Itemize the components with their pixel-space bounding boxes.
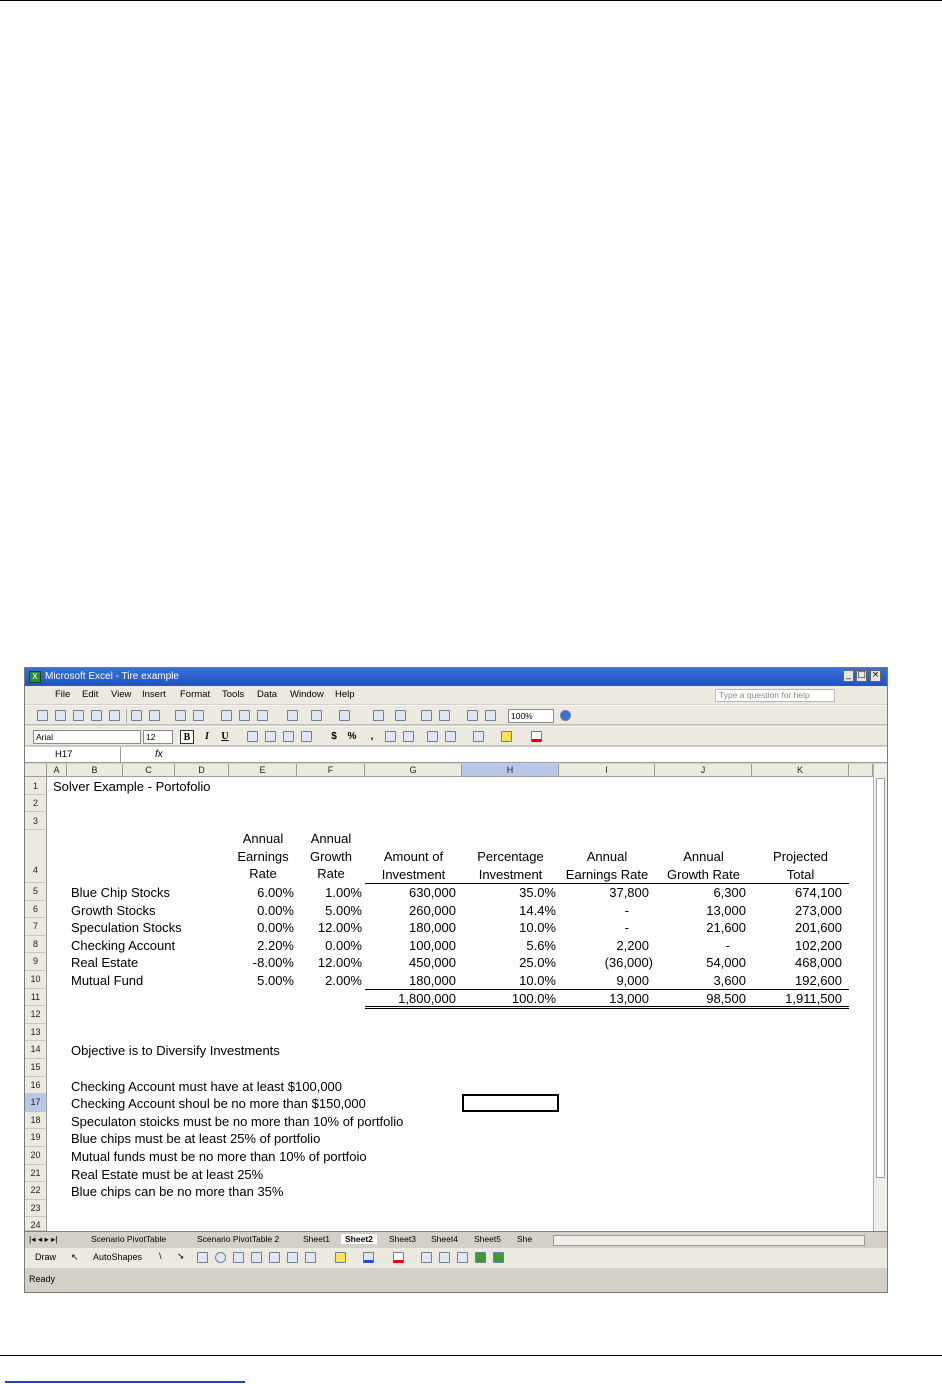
permission-icon[interactable] <box>91 710 102 721</box>
excel-app-icon: X <box>29 671 41 683</box>
projected-total-cell[interactable]: 192,600 <box>795 973 842 988</box>
textbox-icon[interactable] <box>233 1252 244 1263</box>
maximize-button[interactable]: □ <box>857 670 866 680</box>
arrow-style-icon[interactable] <box>457 1252 468 1263</box>
increase-decimal-icon[interactable] <box>385 731 396 742</box>
page-top-rule <box>0 0 942 1</box>
toolbar-separator <box>126 709 127 723</box>
select-all-corner[interactable] <box>25 764 47 777</box>
align-right-icon[interactable] <box>283 731 294 742</box>
projected-total-cell[interactable]: 102,200 <box>795 937 842 953</box>
percentage-cell[interactable]: 10.0% <box>519 920 556 936</box>
row-header[interactable]: 2 <box>25 795 47 812</box>
help-icon[interactable] <box>560 710 571 721</box>
projected-total-cell[interactable]: 468,000 <box>795 955 842 971</box>
row-header[interactable]: 9 <box>25 953 47 971</box>
annual-growth-cell[interactable]: 3,600 <box>713 973 746 988</box>
sheet-title[interactable]: Solver Example - Portofolio <box>53 779 211 794</box>
column-header-d[interactable]: D <box>175 764 229 777</box>
currency-button[interactable]: $ <box>331 731 337 742</box>
shadow-icon[interactable] <box>475 1252 486 1263</box>
percentage-cell[interactable]: 14.4% <box>519 902 556 918</box>
header-line: Amount of <box>383 849 444 864</box>
header-line: Earnings <box>237 848 289 864</box>
header-annual-earnings-rate[interactable] <box>229 830 297 883</box>
header-annual-growth-rate[interactable] <box>297 830 365 883</box>
row-label[interactable]: Growth Stocks <box>71 902 156 918</box>
constraint-text[interactable]: Checking Account must have at least $100,000 <box>71 1078 343 1094</box>
font-size-select[interactable]: 12 <box>143 730 173 744</box>
annual-earnings-cell[interactable]: 37,800 <box>609 885 649 900</box>
paste-icon[interactable] <box>257 710 268 721</box>
header-line: Growth <box>310 848 352 864</box>
spelling-icon[interactable] <box>175 710 186 721</box>
objective-text[interactable]: Objective is to Diversify Investments <box>71 1043 280 1059</box>
formula-bar <box>25 747 887 763</box>
close-button[interactable]: × <box>871 670 880 680</box>
row-header[interactable]: 4 <box>25 830 47 883</box>
vertical-scrollbar[interactable] <box>873 764 887 1231</box>
menu-format[interactable]: Format <box>180 689 211 700</box>
font-select[interactable]: Arial <box>33 730 141 744</box>
column-header-c[interactable]: C <box>123 764 175 777</box>
row-header[interactable]: 1 <box>25 777 47 795</box>
hyperlink-icon[interactable] <box>373 710 384 721</box>
earnings-rate-cell[interactable]: -8.00% <box>252 955 294 971</box>
amount-cell[interactable]: 100,000 <box>409 937 456 953</box>
menu-edit[interactable]: Edit <box>82 689 99 700</box>
annual-growth-cell[interactable]: - <box>725 937 730 953</box>
row-header[interactable]: 5 <box>25 883 47 901</box>
column-header-i[interactable]: I <box>559 764 655 777</box>
percentage-cell[interactable]: 35.0% <box>519 885 556 900</box>
header-line: Annual <box>683 849 724 864</box>
align-center-icon[interactable] <box>265 731 276 742</box>
worksheet-grid[interactable] <box>25 764 873 1231</box>
header-line: Earnings Rate <box>565 866 649 882</box>
wordart-icon[interactable] <box>251 1252 262 1263</box>
status-bar <box>25 1272 887 1293</box>
row-label[interactable]: Real Estate <box>71 955 139 971</box>
annual-growth-cell[interactable]: 6,300 <box>713 885 746 900</box>
autosum-icon[interactable] <box>395 710 406 721</box>
row-header[interactable]: 11 <box>25 989 47 1007</box>
tab-sheet4[interactable]: Sheet4 <box>431 1234 458 1244</box>
line-color-icon[interactable] <box>363 1252 374 1263</box>
window-title: Microsoft Excel - Tire example <box>45 671 179 682</box>
header-line: Growth Rate <box>667 866 740 882</box>
copy-icon[interactable] <box>239 710 250 721</box>
standard-toolbar <box>25 705 887 725</box>
row-label[interactable]: Speculation Stocks <box>71 920 182 936</box>
constraint-text[interactable]: Real Estate must be at least 25% <box>71 1166 264 1182</box>
earnings-rate-cell[interactable]: 5.00% <box>257 973 294 988</box>
sheet-tabs <box>25 1231 887 1248</box>
growth-rate-cell[interactable]: 12.00% <box>317 920 362 936</box>
header-percentage-investment[interactable] <box>462 848 559 883</box>
clipart-icon[interactable] <box>287 1252 298 1263</box>
zoom-select[interactable]: 100% <box>508 709 554 723</box>
line-icon[interactable]: \ <box>159 1251 162 1261</box>
comma-button[interactable]: , <box>370 731 374 742</box>
tab-sheet3[interactable]: Sheet3 <box>389 1234 416 1244</box>
borders-icon[interactable] <box>473 731 484 742</box>
growth-rate-cell[interactable]: 2.00% <box>325 973 362 988</box>
row-header[interactable]: 20 <box>25 1147 47 1165</box>
total-amount-cell[interactable]: 1,800,000 <box>398 990 456 1006</box>
row-header[interactable]: 19 <box>25 1129 47 1147</box>
row-header[interactable]: 21 <box>25 1165 47 1183</box>
row-header[interactable]: 22 <box>25 1182 47 1200</box>
header-line: Total <box>786 866 815 882</box>
column-header-h[interactable]: H <box>462 764 559 777</box>
function-icon[interactable]: fx <box>155 749 163 760</box>
menu-window[interactable]: Window <box>290 689 324 700</box>
amount-cell[interactable]: 630,000 <box>409 885 456 900</box>
tab-scenario-pivottable[interactable]: Scenario PivotTable <box>91 1234 167 1244</box>
header-line: Annual <box>586 849 628 864</box>
align-left-icon[interactable] <box>247 731 258 742</box>
row-header[interactable]: 12 <box>25 1006 47 1024</box>
menu-help[interactable]: Help <box>335 689 355 700</box>
annual-earnings-cell[interactable]: - <box>624 920 629 936</box>
earnings-rate-cell[interactable]: 0.00% <box>257 902 294 918</box>
research-icon[interactable] <box>193 710 204 721</box>
growth-rate-cell[interactable]: 1.00% <box>325 885 362 900</box>
row-header[interactable]: 13 <box>25 1024 47 1042</box>
constraint-text[interactable]: Checking Account shoul be no more than $150,000 <box>71 1096 366 1112</box>
sort-descending-icon[interactable] <box>439 710 450 721</box>
autoshapes-menu[interactable]: AutoShapes <box>93 1252 143 1262</box>
save-icon[interactable] <box>73 710 84 721</box>
menu-insert[interactable]: Insert <box>142 689 166 700</box>
header-line: Rate <box>317 866 345 882</box>
header-line: Investment <box>381 866 446 882</box>
line-style-icon[interactable] <box>421 1252 432 1263</box>
picture-icon[interactable] <box>305 1252 316 1263</box>
formatting-toolbar <box>25 726 887 746</box>
excel-window <box>24 667 888 1293</box>
row-label[interactable]: Checking Account <box>71 937 176 953</box>
underline-button[interactable]: U <box>221 731 229 742</box>
column-header-b[interactable]: B <box>67 764 123 777</box>
decrease-decimal-icon[interactable] <box>403 731 414 742</box>
total-projected-cell[interactable]: 1,911,500 <box>785 990 842 1006</box>
tab-she[interactable]: She <box>517 1234 533 1244</box>
column-header-g[interactable]: G <box>365 764 462 777</box>
row-header[interactable]: 24 <box>25 1217 47 1231</box>
row-header[interactable]: 23 <box>25 1200 47 1218</box>
percentage-cell[interactable]: 25.0% <box>519 955 556 971</box>
open-icon[interactable] <box>55 710 66 721</box>
dash-style-icon[interactable] <box>439 1252 450 1263</box>
row-header[interactable]: 18 <box>25 1112 47 1130</box>
column-header-j[interactable]: J <box>655 764 752 777</box>
total-earnings-cell[interactable]: 13,000 <box>609 990 649 1006</box>
draw-menu[interactable]: Draw <box>35 1252 57 1262</box>
fill-color-icon[interactable] <box>501 731 512 742</box>
drawing-icon[interactable] <box>485 710 496 721</box>
sort-ascending-icon[interactable] <box>421 710 432 721</box>
row-header[interactable]: 16 <box>25 1077 47 1095</box>
annual-earnings-cell[interactable]: 2,200 <box>616 937 649 953</box>
constraint-text[interactable]: Blue chips can be no more than 35% <box>71 1184 284 1200</box>
arrow-icon[interactable]: ➘ <box>177 1251 185 1261</box>
header-line: Annual <box>242 831 284 846</box>
page-bottom-rule <box>0 1355 942 1356</box>
amount-cell[interactable]: 450,000 <box>409 955 456 971</box>
total-percentage-cell[interactable]: 100.0% <box>511 990 556 1006</box>
earnings-rate-cell[interactable]: 2.20% <box>257 937 294 953</box>
menu-bar <box>25 686 887 704</box>
annual-growth-cell[interactable]: 21,600 <box>706 920 746 936</box>
row-label[interactable]: Blue Chip Stocks <box>71 885 170 900</box>
font-color-icon[interactable] <box>531 731 542 742</box>
menu-tools[interactable]: Tools <box>222 689 245 700</box>
scroll-thumb[interactable] <box>876 778 885 1178</box>
fill-color-icon[interactable] <box>335 1252 346 1263</box>
header-line: Percentage <box>477 849 544 864</box>
column-header-a[interactable]: A <box>47 764 67 777</box>
projected-total-cell[interactable]: 273,000 <box>795 902 842 918</box>
projected-total-cell[interactable]: 201,600 <box>795 920 842 936</box>
column-header-f[interactable]: F <box>297 764 365 777</box>
constraint-text[interactable]: Speculaton stoicks must be no more than 10% of portfolio <box>71 1113 404 1129</box>
select-objects-icon[interactable]: ↖ <box>71 1252 79 1262</box>
column-header-blank[interactable] <box>849 764 873 777</box>
growth-rate-cell[interactable]: 12.00% <box>317 955 362 971</box>
header-annual-earnings[interactable] <box>559 848 655 883</box>
print-preview-icon[interactable] <box>149 710 160 721</box>
diagram-icon[interactable] <box>269 1252 280 1263</box>
earnings-rate-cell[interactable]: 6.00% <box>257 885 294 900</box>
drawing-toolbar <box>25 1248 887 1268</box>
column-header-k[interactable]: K <box>752 764 849 777</box>
constraint-text[interactable]: Blue chips must be at least 25% of portfolio <box>71 1131 321 1147</box>
row-header[interactable]: 15 <box>25 1059 47 1077</box>
horizontal-scrollbar[interactable] <box>553 1235 865 1246</box>
menu-view[interactable]: View <box>111 689 132 700</box>
menu-data[interactable]: Data <box>257 689 278 700</box>
rectangle-icon[interactable] <box>197 1252 208 1263</box>
tab-sheet1[interactable]: Sheet1 <box>303 1234 330 1244</box>
cut-icon[interactable] <box>221 710 232 721</box>
percentage-cell[interactable]: 5.6% <box>526 937 556 953</box>
column-header-e[interactable]: E <box>229 764 297 777</box>
email-icon[interactable] <box>109 710 120 721</box>
amount-cell[interactable]: 260,000 <box>409 902 456 918</box>
redo-icon[interactable] <box>339 710 350 721</box>
tab-sheet2[interactable]: Sheet2 <box>341 1234 377 1244</box>
amount-cell[interactable]: 180,000 <box>409 973 456 988</box>
header-projected-total[interactable] <box>752 848 849 883</box>
header-line: Projected <box>773 849 828 864</box>
3d-icon[interactable] <box>493 1252 504 1263</box>
menu-file[interactable]: File <box>55 689 71 700</box>
new-icon[interactable] <box>37 710 48 721</box>
percent-button[interactable]: % <box>347 731 357 742</box>
font-color-icon[interactable] <box>393 1252 404 1263</box>
print-icon[interactable] <box>131 710 142 721</box>
annual-earnings-cell[interactable]: (36,000) <box>604 955 653 971</box>
annual-earnings-cell[interactable]: 9,000 <box>616 973 649 988</box>
growth-rate-cell[interactable]: 0.00% <box>325 937 362 953</box>
active-cell-h17[interactable] <box>462 1094 559 1112</box>
title-bar <box>25 668 887 686</box>
tab-scroll-arrows[interactable]: |◂ ◂ ▸ ▸| <box>29 1234 58 1244</box>
row-header[interactable]: 6 <box>25 901 47 919</box>
total-growth-cell[interactable]: 98,500 <box>706 990 746 1006</box>
projected-total-cell[interactable]: 674,100 <box>795 885 842 900</box>
status-text: Ready <box>29 1274 56 1284</box>
row-header[interactable]: 8 <box>25 936 47 954</box>
row-header[interactable]: 14 <box>25 1041 47 1059</box>
merge-center-icon[interactable] <box>301 731 312 742</box>
tab-sheet5[interactable]: Sheet5 <box>474 1234 501 1244</box>
annual-growth-cell[interactable]: 13,000 <box>706 902 746 918</box>
bold-button[interactable]: B <box>180 730 194 744</box>
growth-rate-cell[interactable]: 5.00% <box>325 902 362 918</box>
undo-icon[interactable] <box>311 710 322 721</box>
row-header[interactable]: 10 <box>25 971 47 989</box>
constraint-text[interactable]: Mutual funds must be no more than 10% of portfoio <box>71 1149 367 1164</box>
minimize-button[interactable]: _ <box>843 670 854 682</box>
italic-button[interactable]: I <box>205 731 209 742</box>
header-line: Investment <box>478 866 543 882</box>
header-annual-growth[interactable] <box>655 848 752 883</box>
oval-icon[interactable] <box>215 1252 226 1263</box>
earnings-rate-cell[interactable]: 0.00% <box>257 920 294 936</box>
footer-link-underline[interactable] <box>5 1381 245 1383</box>
row-header[interactable]: 7 <box>25 918 47 936</box>
percentage-cell[interactable]: 10.0% <box>519 973 556 988</box>
header-line: Rate <box>249 866 277 882</box>
total-double-underline <box>365 1006 849 1009</box>
annual-growth-cell[interactable]: 54,000 <box>706 955 746 971</box>
chart-wizard-icon[interactable] <box>467 710 478 721</box>
decrease-indent-icon[interactable] <box>427 731 438 742</box>
header-amount-of-investment[interactable] <box>365 848 462 883</box>
format-painter-icon[interactable] <box>287 710 298 721</box>
help-search-input[interactable]: Type a question for help <box>715 689 835 702</box>
header-line: Annual <box>310 831 352 846</box>
amount-cell[interactable]: 180,000 <box>409 920 456 936</box>
row-header[interactable]: 3 <box>25 812 47 830</box>
name-box[interactable]: H17 <box>25 747 121 762</box>
tab-scenario-pivottable-2[interactable]: Scenario PivotTable 2 <box>197 1234 280 1244</box>
header-underline <box>365 883 849 884</box>
increase-indent-icon[interactable] <box>445 731 456 742</box>
row-label[interactable]: Mutual Fund <box>71 973 144 988</box>
row-header[interactable]: 17 <box>25 1094 47 1112</box>
annual-earnings-cell[interactable]: - <box>624 902 629 918</box>
